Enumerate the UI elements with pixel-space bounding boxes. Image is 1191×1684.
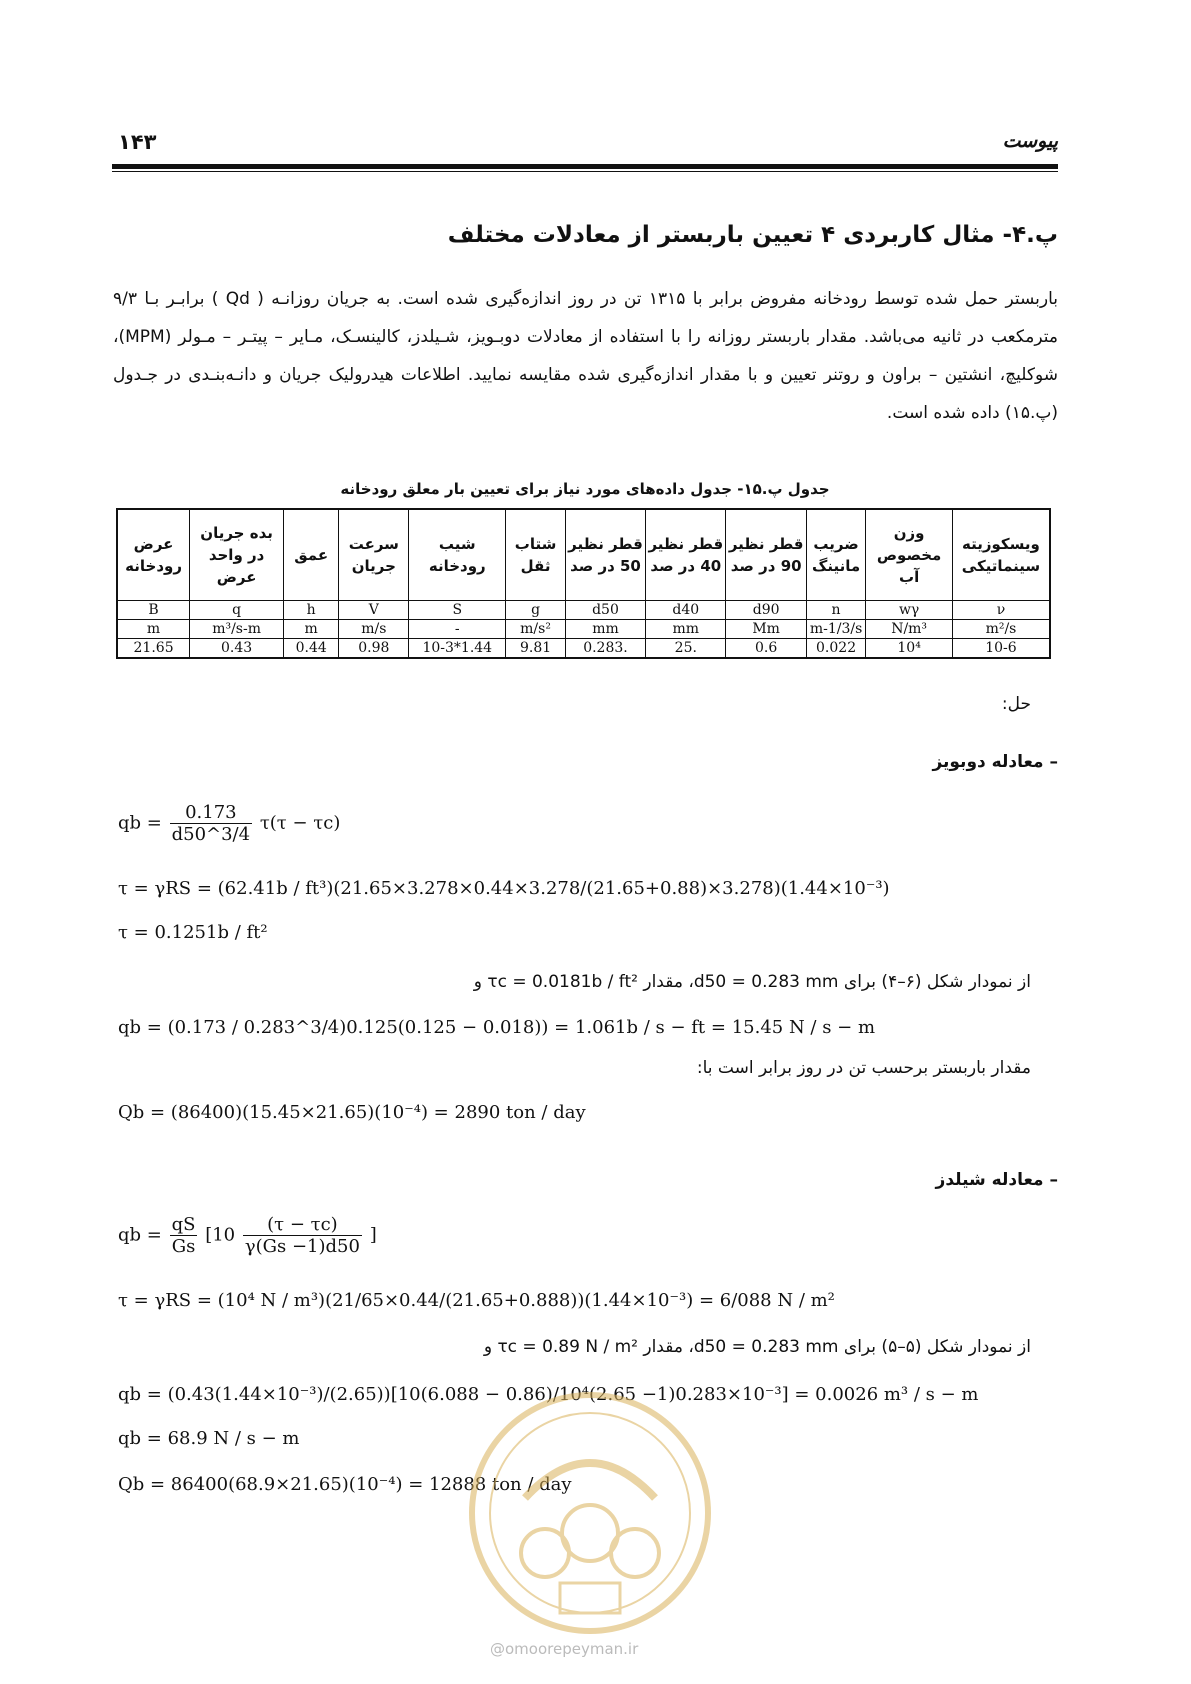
table-symbol-row — [117, 601, 1050, 620]
unit-cell: m-1/3/s — [806, 620, 865, 639]
watermark-seal-icon — [465, 1388, 715, 1638]
symbol-cell: d40 — [646, 601, 726, 620]
duboys-note2: مقدار باربستر برحسب تن در روز برابر است با: — [696, 1058, 1031, 1078]
value-cell: .25 — [646, 639, 726, 659]
solution-label: حل: — [1001, 694, 1031, 714]
shields-eq2: τ = γRS = (10⁴ N / m³)(21/65×0.44/(21.65+0.888))(1.44×10⁻³) = 6/088 N / m² — [118, 1290, 835, 1311]
duboys-eq5: Qb = (86400)(15.45×21.65)(10⁻⁴) = 2890 ton / day — [118, 1102, 586, 1123]
unit-cell: m³/s-m — [190, 620, 284, 639]
shields-eq1 — [118, 1214, 377, 1257]
duboys-note1: از نمودار شکل (۶–۴) برای d50 = 0.283 mm، مقدار τc = 0.0181b / ft² و — [473, 972, 1031, 992]
table-caption: جدول پ.۱۵- جدول داده‌های مورد نیاز برای تعیین بار معلق رودخانه — [340, 480, 830, 498]
symbol-cell: q — [190, 601, 284, 620]
header-rule-thin — [112, 171, 1058, 172]
value-cell: 21.65 — [117, 639, 190, 659]
watermark-site: @omoorepeyman.ir — [490, 1640, 639, 1658]
unit-cell: m²/s — [952, 620, 1050, 639]
value-cell: 0.022 — [806, 639, 865, 659]
value-cell: 0.6 — [726, 639, 806, 659]
unit-cell: m — [117, 620, 190, 639]
header-cell: وزن مخصوص آب — [866, 509, 953, 601]
shields-eq4: qb = 68.9 N / s − m — [118, 1428, 300, 1449]
unit-cell: Mm — [726, 620, 806, 639]
symbol-cell: h — [284, 601, 339, 620]
eq-lhs: qb = — [118, 1224, 162, 1246]
eq-end: ] — [369, 1224, 377, 1246]
shields-eq5: Qb = 86400(68.9×21.65)(10⁻⁴) = 12888 ton / day — [118, 1474, 572, 1495]
header-cell: قطر نظیر 50 در صد — [565, 509, 645, 601]
duboys-eq4: qb = (0.173 / 0.283^3/4)0.125(0.125 − 0.018)) = 1.061b / s − ft = 15.45 N / s − m — [118, 1017, 876, 1038]
fraction — [170, 802, 252, 845]
header-cell: قطر نظیر 90 در صد — [726, 509, 806, 601]
running-header: پیوست — [1002, 130, 1058, 152]
unit-cell: mm — [565, 620, 645, 639]
symbol-cell: n — [806, 601, 865, 620]
denominator: d50^3/4 — [171, 824, 251, 845]
symbol-cell: g — [506, 601, 565, 620]
header-cell: ویسکوزیته سینماتیکی — [952, 509, 1050, 601]
shields-eq3: qb = (0.43(1.44×10⁻³)/(2.65))[10(6.088 − 0.86)/10⁴(2.65 −1)0.283×10⁻³] = 0.0026 m³ / s − m — [118, 1384, 979, 1405]
value-cell: .0.283 — [565, 639, 645, 659]
shields-title: – معادله شیلدز — [935, 1170, 1058, 1190]
numerator: qS — [171, 1214, 196, 1235]
header-cell: شتاب ثقل — [506, 509, 565, 601]
header-cell: بده جریان در واحد عرض — [190, 509, 284, 601]
header-cell: قطر نظیر 40 در صد — [646, 509, 726, 601]
data-table — [116, 508, 1051, 659]
symbol-cell: B — [117, 601, 190, 620]
duboys-eq1 — [118, 802, 340, 845]
header-cell: عرض رودخانه — [117, 509, 190, 601]
symbol-cell: ν — [952, 601, 1050, 620]
value-cell: 10-6 — [952, 639, 1050, 659]
unit-cell: m — [284, 620, 339, 639]
duboys-eq2: τ = γRS = (62.41b / ft³)(21.65×3.278×0.44×3.278/(21.65+0.88)×3.278)(1.44×10⁻³) — [118, 878, 890, 899]
denominator: γ(Gs −1)d50 — [244, 1236, 360, 1257]
value-cell: 10⁴ — [866, 639, 953, 659]
header-cell: عمق — [284, 509, 339, 601]
symbol-cell: d90 — [726, 601, 806, 620]
eq-mid: [10 — [205, 1224, 236, 1246]
header-cell: ضریب مانینگ — [806, 509, 865, 601]
page-number: ۱۴۳ — [118, 130, 157, 154]
duboys-eq3: τ = 0.1251b / ft² — [118, 922, 268, 943]
eq-rhs: τ(τ − τc) — [259, 812, 341, 834]
value-cell: 9.81 — [506, 639, 565, 659]
symbol-cell: wγ — [866, 601, 953, 620]
header-cell: شیب رودخانه — [409, 509, 506, 601]
problem-paragraph: باربستر حمل شده توسط رودخانه مفروض برابر با ۱۳۱۵ تن در روز اندازه‌گیری شده است. به جریان روزانـه ( Qd ) برابـر بـا ۹/۳ مترمکعب در ثانیه می‌باشد. مقدار باربستر روزانه را با استفاده از معادلات دوبـویز، شـیلدز، کالینسـک، مـایر – پیتـر – مـولر (MPM)، شوکلیچ، انشتین – براون و روتنر تعیین و با مقدار اندازه‌گیری شده مقایسه نمایید. اطلاعات هیدرولیک جریان و دانـه‌بنـدی در جـدول (پ.۱۵) داده شده است. — [113, 289, 1058, 423]
numerator: 0.173 — [170, 802, 252, 824]
unit-cell: mm — [646, 620, 726, 639]
symbol-cell: d50 — [565, 601, 645, 620]
unit-cell: - — [409, 620, 506, 639]
unit-cell: N/m³ — [866, 620, 953, 639]
table-header-row — [117, 509, 1050, 601]
eq-lhs: qb = — [118, 812, 162, 834]
duboys-title: – معادله دوبویز — [932, 752, 1058, 772]
unit-cell: m/s — [339, 620, 409, 639]
unit-cell: m/s² — [506, 620, 565, 639]
shields-note1: از نمودار شکل (۵–۵) برای d50 = 0.283 mm، مقدار τc = 0.89 N / m² و — [483, 1337, 1031, 1357]
value-cell: 0.43 — [190, 639, 284, 659]
fraction — [243, 1214, 362, 1257]
fraction — [170, 1214, 198, 1257]
value-cell: 0.44 — [284, 639, 339, 659]
symbol-cell: S — [409, 601, 506, 620]
value-cell: 1.44*10-3 — [409, 639, 506, 659]
table-unit-row — [117, 620, 1050, 639]
header-cell: سرعت جریان — [339, 509, 409, 601]
value-cell: 0.98 — [339, 639, 409, 659]
symbol-cell: V — [339, 601, 409, 620]
section-title: پ.۴- مثال کاربردی ۴ تعیین باربستر از معادلات مختلف — [447, 222, 1058, 248]
denominator: Gs — [171, 1236, 196, 1257]
table-value-row — [117, 639, 1050, 659]
header-rule-thick — [112, 164, 1058, 169]
numerator: (τ − τc) — [243, 1214, 362, 1236]
